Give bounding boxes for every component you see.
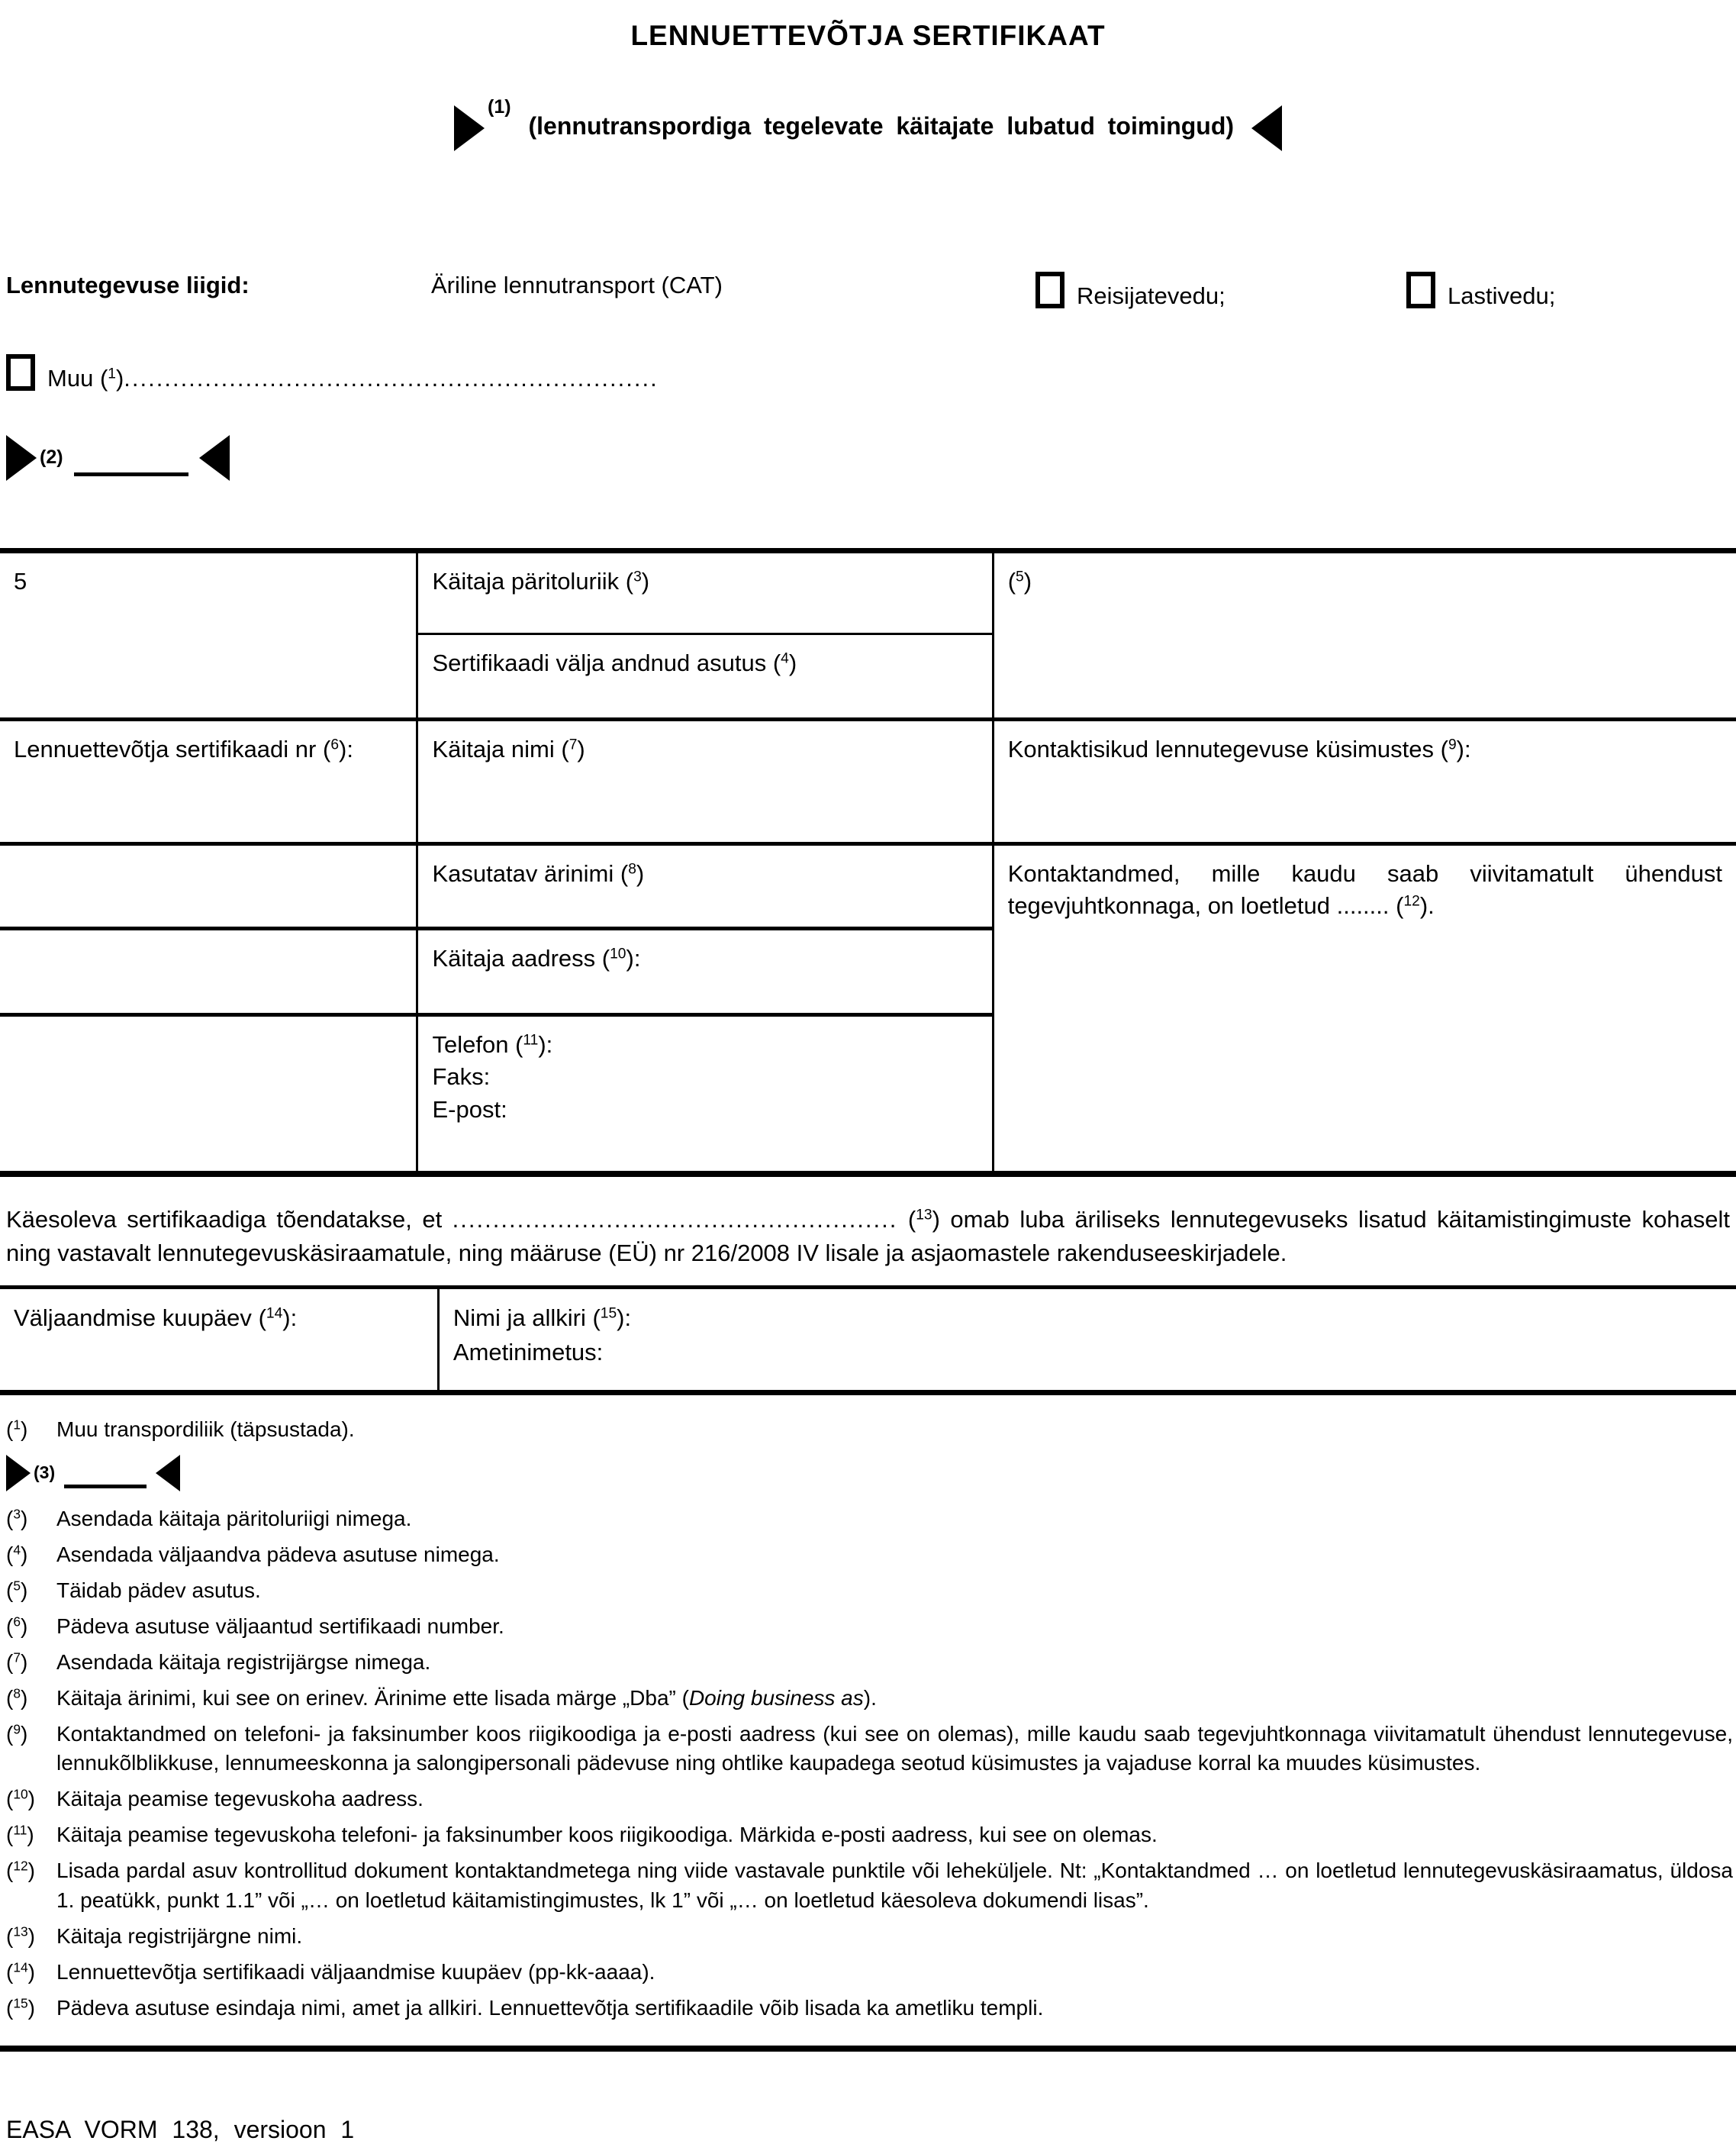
passenger-checkbox[interactable] bbox=[1035, 272, 1064, 308]
certification-lead: Käesoleva sertifikaadiga tõendatakse, et bbox=[6, 1205, 443, 1233]
footnote-text: Täidab pädev asutus. bbox=[56, 1578, 261, 1602]
blank-fill-field[interactable] bbox=[64, 1485, 147, 1488]
aoc-number-footnote-ref: ($^6$) bbox=[322, 735, 347, 762]
footnote-ref: ($^{13}$) bbox=[6, 1923, 35, 1948]
footnote-ref: ($^3$) bbox=[6, 1506, 28, 1530]
other-checkbox[interactable] bbox=[6, 354, 35, 391]
footnote-7 bbox=[0, 1648, 1733, 1677]
footnote-text: Muu transpordiliik (täpsustada). bbox=[56, 1417, 355, 1441]
cell-authority-fill bbox=[993, 550, 1736, 719]
blank-fill-field[interactable] bbox=[74, 472, 188, 476]
amendment-open-icon bbox=[454, 105, 485, 151]
footnote-italic-text: Doing business as bbox=[688, 1686, 864, 1710]
cell-phone-fax-email bbox=[417, 1014, 993, 1174]
operator-name-fill-field[interactable]: ....................................................... bbox=[452, 1205, 898, 1233]
footnote-ref: ($^{14}$) bbox=[6, 1959, 35, 1984]
footnote-14 bbox=[0, 1958, 1733, 1987]
cargo-option bbox=[1406, 272, 1555, 310]
operator-name-label: Käitaja nimi bbox=[432, 735, 555, 762]
footnote-13 bbox=[0, 1922, 1733, 1951]
other-footnote-ref: ($^1$) bbox=[99, 364, 124, 392]
name-signature-label: Nimi ja allkiri bbox=[453, 1304, 586, 1331]
fax-line: Faks: bbox=[432, 1063, 491, 1091]
footer-divider bbox=[0, 2046, 1736, 2052]
cell-empty-3 bbox=[0, 1014, 417, 1174]
cell-row-number: 5 bbox=[0, 550, 417, 719]
footnotes-section bbox=[0, 1415, 1736, 2023]
footnote-text: Käitaja peamise tegevuskoha telefoni- ja faksinumber koos riigikoodiga. Märkida e-posti aadress, kui see on olemas. bbox=[56, 1823, 1158, 1847]
operations-row bbox=[0, 272, 1736, 318]
footnote-10 bbox=[0, 1785, 1733, 1814]
footnote-ref: ($^6$) bbox=[6, 1614, 28, 1638]
management-contact-text: Kontaktandmed, mille kaudu saab viivitamatult ühendust tegevjuhtkonnaga, on loetletud ........ bbox=[1007, 859, 1722, 920]
operation-type-label: Äriline lennutransport (CAT) bbox=[431, 271, 723, 298]
email-line: E-post: bbox=[432, 1096, 507, 1124]
name-signature-footnote-ref: ($^{15}$) bbox=[592, 1304, 625, 1331]
footnote-text: Asendada käitaja päritoluriigi nimega. bbox=[56, 1506, 412, 1530]
other-label: Muu bbox=[47, 364, 94, 392]
cell-issuing-authority bbox=[417, 634, 993, 719]
footnote-text: Pädeva asutuse esindaja nimi, amet ja allkiri. Lennuettevõtja sertifikaadile võib lisada ka ametliku templi. bbox=[56, 1995, 1044, 2020]
footnote-8 bbox=[0, 1684, 1733, 1713]
footnote-15 bbox=[0, 1994, 1733, 2023]
footnote-ref: ($^4$) bbox=[6, 1542, 28, 1566]
cell-operator-name bbox=[417, 719, 993, 843]
amendment-close-icon bbox=[199, 435, 230, 481]
footnote-text: Lisada pardal asuv kontrollitud dokument kontaktandmetega ning viide vastavale punktile või leheküljele. Nt: „Kontaktandmed … on loetletud lennutegevuskäsiraamatus, üldosa 1. peatükk, punkt 1.1” või „… on loetletud käitamistingimustes, lk 1” või „… on loetletud käesoleva dokumendi lisas”. bbox=[56, 1859, 1733, 1912]
footnote-ref: ($^{12}$) bbox=[6, 1858, 35, 1883]
cell-operational-contacts: Kontaktisikud lennutegevuse küsimustes ($^9$): bbox=[993, 719, 1736, 843]
aoc-number-label: Lennuettevõtja sertifikaadi nr bbox=[14, 735, 317, 762]
cell-operator-address: Käitaja aadress ($^{10}$): bbox=[417, 928, 993, 1014]
operator-name-footnote-ref: ($^7$) bbox=[561, 735, 585, 762]
footnote-11 bbox=[0, 1820, 1733, 1849]
signature-table bbox=[0, 1285, 1736, 1395]
amendment-ref-1: (1) bbox=[488, 96, 511, 118]
cell-dba-name bbox=[417, 843, 993, 928]
certificate-table bbox=[0, 548, 1736, 1177]
phone-line: Telefon ($^{11}$): bbox=[432, 1030, 553, 1058]
footnote-4 bbox=[0, 1540, 1733, 1569]
other-fill-in-field[interactable]: .................................................................. bbox=[124, 364, 659, 392]
passenger-option bbox=[1035, 272, 1226, 310]
dba-name-label: Kasutatav ärinimi bbox=[432, 859, 614, 887]
cell-aoc-number: Lennuettevõtja sertifikaadi nr ($^6$): bbox=[0, 719, 417, 843]
footnote-tail-text: ). bbox=[863, 1686, 877, 1710]
authority-fill-footnote-ref: ($^5$) bbox=[1007, 567, 1032, 595]
footnote-ref: ($^{10}$) bbox=[6, 1786, 35, 1811]
contacts-label: Kontaktisikud lennutegevuse küsimustes bbox=[1007, 735, 1435, 762]
document-title: LENNUETTEVÕTJA SERTIFIKAAT bbox=[630, 20, 1106, 51]
operations-label: Lennutegevuse liigid: bbox=[6, 271, 250, 298]
state-of-operator-label: Käitaja päritoluriik bbox=[432, 567, 620, 595]
name-signature-line: Nimi ja allkiri ($^{15}$): bbox=[453, 1304, 632, 1331]
footnote-ref: ($^9$) bbox=[6, 1721, 28, 1746]
issuing-authority-label: Sertifikaadi välja andnud asutus bbox=[432, 649, 767, 676]
footnote-ref: ($^5$) bbox=[6, 1578, 28, 1602]
other-option-row bbox=[6, 354, 1736, 392]
phone-footnote-ref: ($^{11}$) bbox=[515, 1030, 546, 1058]
footnote-ref: ($^7$) bbox=[6, 1649, 28, 1674]
footnote-text: Lennuettevõtja sertifikaadi väljaandmise kuupäev (pp-kk-aaaa). bbox=[56, 1959, 655, 1984]
state-footnote-ref: ($^3$) bbox=[625, 567, 650, 595]
footnote-text: Käitaja peamise tegevuskoha aadress. bbox=[56, 1787, 424, 1811]
cell-empty-1 bbox=[0, 843, 417, 928]
footnote-12 bbox=[0, 1856, 1733, 1914]
footnote-9 bbox=[0, 1720, 1733, 1778]
footnote-3 bbox=[0, 1504, 1733, 1533]
management-contact-footnote-ref: ($^{12}$) bbox=[1396, 892, 1428, 920]
form-identifier: EASA VORM 138, versioon 1 bbox=[6, 2115, 355, 2143]
cell-state-of-operator bbox=[417, 550, 993, 634]
cell-empty-2 bbox=[0, 928, 417, 1014]
certification-statement bbox=[6, 1203, 1730, 1270]
issue-date-label: Väljaandmise kuupäev bbox=[14, 1304, 252, 1331]
amendment-open-icon bbox=[6, 1455, 31, 1491]
certification-tail: omab luba äriliseks lennutegevuseks lisatud käitamistingimuste kohaselt ning vastavalt lennutegevuskäsiraamatule, ning määruse (EÜ) nr 216/2008 IV lisale ja asjaomastele rakenduseeskirjadele. bbox=[6, 1205, 1730, 1266]
footnote-6 bbox=[0, 1612, 1733, 1641]
footnote-5 bbox=[0, 1576, 1733, 1605]
amendment-open-icon bbox=[6, 435, 37, 481]
dba-footnote-ref: ($^8$) bbox=[620, 859, 645, 887]
amendment-marker-2 bbox=[6, 427, 1736, 488]
passenger-label: Reisijatevedu; bbox=[1077, 282, 1226, 309]
footnote-text: Pädeva asutuse väljaantud sertifikaadi number. bbox=[56, 1614, 504, 1638]
footnote-text: Asendada käitaja registrijärgse nimega. bbox=[56, 1649, 431, 1674]
cargo-label: Lastivedu; bbox=[1448, 282, 1556, 309]
issue-date-footnote-ref: ($^{14}$) bbox=[258, 1304, 291, 1331]
cell-name-signature bbox=[438, 1287, 1736, 1392]
contacts-footnote-ref: ($^9$) bbox=[1440, 735, 1464, 762]
job-title-line: Ametinimetus: bbox=[453, 1338, 604, 1365]
operator-address-label: Käitaja aadress bbox=[432, 944, 596, 972]
document-subtitle bbox=[0, 96, 1736, 151]
footnote-ref: ($^{15}$) bbox=[6, 1995, 35, 2020]
footnote-ref: ($^{11}$) bbox=[6, 1822, 34, 1847]
subtitle-text: (lennutranspordiga tegelevate käitajate lubatud toimingud) bbox=[528, 112, 1235, 140]
footnote-text: Kontaktandmed on telefoni- ja faksinumber koos riigikoodiga ja e-posti aadress (kui see on olemas), mille kaudu saab tegevjuhtkonnaga viivitamatult ühendust lennutegevuse, lennukõlblikkuse, lennumeeskonna ja salongipersonali pädevuse ning ohtlike kaupadega seotud küsimustes ja vajaduse korral ka muudes küsimustes. bbox=[56, 1722, 1733, 1775]
issuing-authority-footnote-ref: ($^4$) bbox=[772, 649, 797, 676]
address-footnote-ref: ($^{10}$) bbox=[601, 944, 634, 972]
amendment-close-icon bbox=[1251, 105, 1282, 151]
footnote-text: Käitaja registrijärgne nimi. bbox=[56, 1923, 303, 1948]
footnote-1 bbox=[0, 1415, 1733, 1444]
footnote-text: Asendada väljaandva pädeva asutuse nimega. bbox=[56, 1542, 500, 1566]
cell-issue-date: Väljaandmise kuupäev ($^{14}$): bbox=[0, 1287, 438, 1392]
footnote-text: Käitaja ärinimi, kui see on erinev. Ärinime ette lisada märge „Dba” ( bbox=[56, 1686, 689, 1710]
amendment-ref-2: (2) bbox=[40, 447, 63, 469]
amendment-ref-3: (3) bbox=[34, 1462, 56, 1483]
footnote-ref: ($^8$) bbox=[6, 1685, 28, 1710]
amendment-close-icon bbox=[156, 1455, 180, 1491]
certification-footnote-ref: ($^{13}$) bbox=[907, 1205, 940, 1233]
phone-label: Telefon bbox=[432, 1030, 509, 1058]
cell-management-contact: Kontaktandmed, mille kaudu saab viivitamatult ühendust tegevjuhtkonnaga, on loetletud ........ ($^{12}$). bbox=[993, 843, 1736, 1174]
amendment-marker-3 bbox=[6, 1449, 1736, 1498]
cargo-checkbox[interactable] bbox=[1406, 272, 1435, 308]
footnote-ref: ($^1$) bbox=[6, 1417, 28, 1441]
